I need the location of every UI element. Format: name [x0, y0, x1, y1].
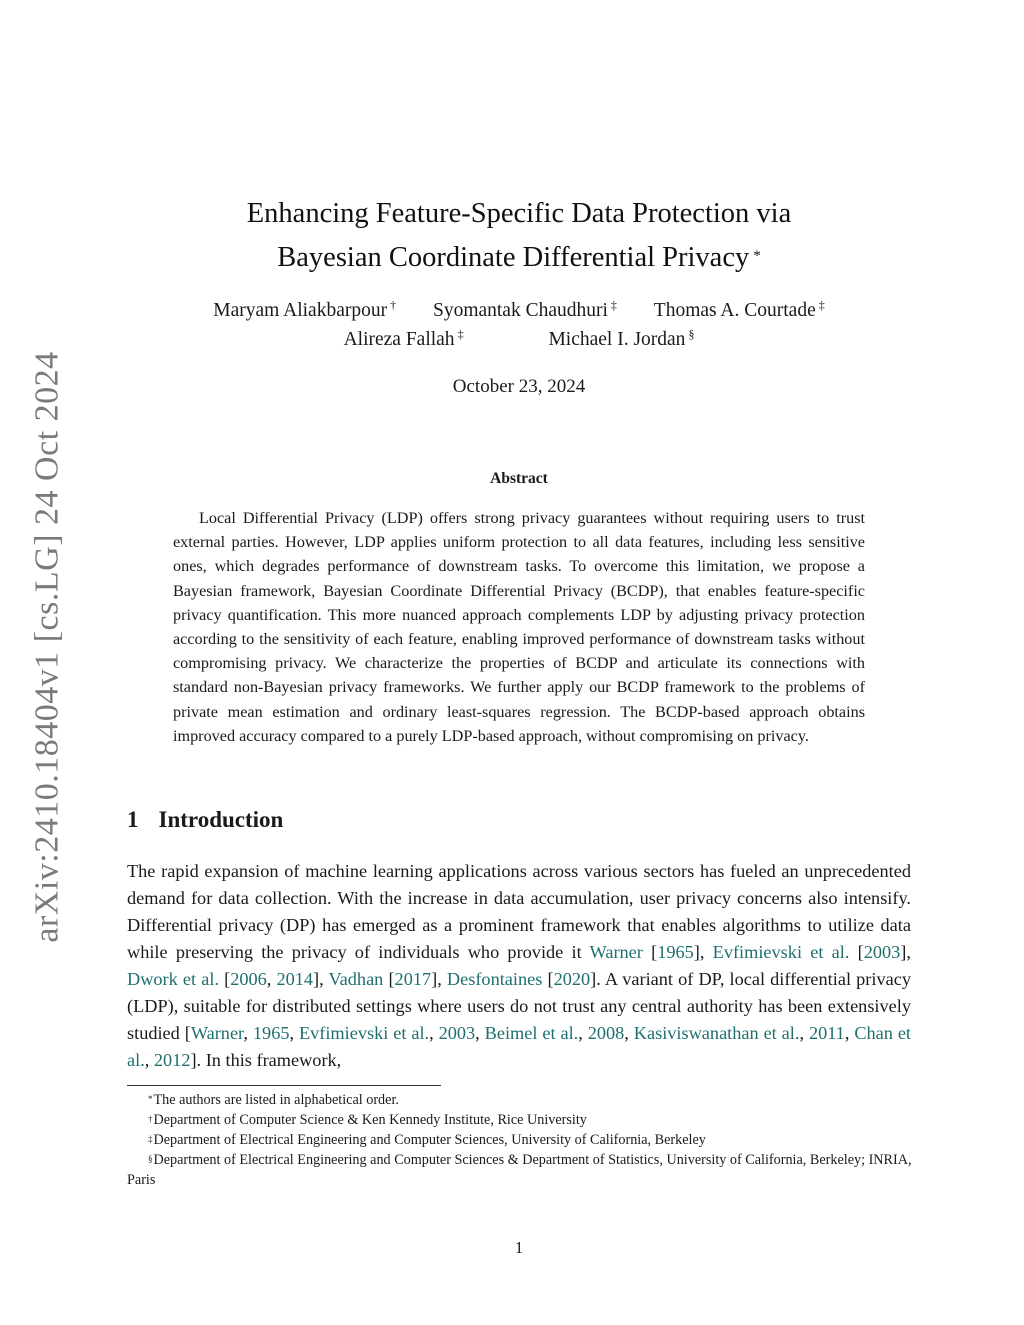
footnote-mark: †: [148, 1114, 153, 1124]
author-name: Thomas A. Courtade: [653, 300, 816, 321]
paragraph-text: ],: [313, 969, 329, 989]
footnote: [127, 1090, 913, 1110]
citation-link[interactable]: Evfimievski et al.: [712, 942, 850, 962]
author-name: Michael I. Jordan: [548, 329, 686, 350]
author-affiliation-mark[interactable]: †: [390, 298, 397, 312]
citation-link[interactable]: 1965: [252, 1023, 290, 1043]
paragraph-text: [: [849, 942, 864, 962]
introduction-paragraph: [127, 858, 911, 1074]
author-affiliation-mark[interactable]: ‡: [457, 327, 464, 341]
arxiv-stamp-text: arXiv:2410.18404v1 [cs.LG] 24 Oct 2024: [29, 351, 66, 943]
citation-link[interactable]: Warner: [190, 1023, 244, 1043]
paragraph-text: ,: [578, 1023, 588, 1043]
title-line-2-text: Bayesian Coordinate Differential Privacy: [277, 242, 750, 273]
citation-link[interactable]: 1965: [657, 942, 694, 962]
citation-link[interactable]: Kasiviswanathan et al.: [633, 1023, 800, 1043]
section-title: Introduction: [158, 807, 284, 832]
citation-link[interactable]: 2020: [553, 969, 591, 989]
paragraph-text: [: [642, 942, 658, 962]
author-name: Syomantak Chaudhuri: [432, 300, 608, 321]
paragraph-text: ,: [799, 1023, 809, 1043]
author-name: Alireza Fallah: [343, 329, 455, 350]
citation-link[interactable]: Evfimievski et al.: [298, 1023, 430, 1043]
author: [213, 300, 396, 322]
publication-date: October 23, 2024: [452, 376, 586, 397]
paragraph-text: ,: [144, 1050, 154, 1070]
author-list-row-1: [127, 300, 911, 322]
footnote-divider: [127, 1085, 441, 1086]
author-list-row-2: [127, 329, 911, 351]
footnote-text: Department of Electrical Engineering and Computer Sciences, University of California, Berkeley: [153, 1132, 706, 1148]
author-name: Maryam Aliakbarpour: [213, 300, 388, 321]
paragraph-text: ],: [900, 942, 911, 962]
abstract-heading: Abstract: [490, 470, 548, 487]
citation-link[interactable]: 2017: [394, 969, 432, 989]
paper-title: [127, 192, 911, 280]
footnote-mark: §: [148, 1154, 153, 1164]
citation-link[interactable]: 2008: [587, 1023, 625, 1043]
title-footnote-mark[interactable]: *: [753, 248, 761, 264]
footnote-mark: *: [148, 1094, 153, 1104]
arxiv-identifier-stamp: [18, 351, 78, 943]
citation-link[interactable]: Dwork et al.: [127, 969, 219, 989]
citation-link[interactable]: Chan et al.: [127, 1023, 912, 1070]
author-affiliation-mark[interactable]: ‡: [610, 298, 617, 312]
paragraph-text: ],: [431, 969, 447, 989]
paragraph-text: ,: [266, 969, 277, 989]
footnote: [127, 1150, 913, 1190]
citation-link[interactable]: Vadhan: [328, 969, 384, 989]
author: [654, 300, 825, 322]
paragraph-text: ,: [475, 1023, 485, 1043]
footnote-text: Department of Computer Science & Ken Kennedy Institute, Rice University: [153, 1112, 587, 1128]
footnote-mark: ‡: [148, 1134, 153, 1144]
paragraph-text: [: [218, 969, 231, 989]
footnotes: [127, 1090, 913, 1190]
section-heading: [127, 807, 283, 833]
paragraph-text: ],: [693, 942, 713, 962]
paragraph-text: [: [383, 969, 395, 989]
paragraph-text: ,: [243, 1023, 253, 1043]
section-number: 1: [127, 807, 139, 832]
paragraph-text: ,: [289, 1023, 299, 1043]
paragraph-text: ]. A variant of DP, local differential privacy (LDP), suitable for distributed settings where users do not trust any central authority has been extensively studied [: [127, 969, 911, 1043]
page-number: 1: [514, 1238, 524, 1257]
paragraph-text: ,: [624, 1023, 634, 1043]
paragraph-text: [: [542, 969, 554, 989]
author: [433, 300, 617, 322]
citation-link[interactable]: 2006: [230, 969, 267, 989]
citation-link[interactable]: Desfontaines: [446, 969, 543, 989]
footnote-text: The authors are listed in alphabetical order.: [153, 1092, 399, 1108]
citation-link[interactable]: 2011: [808, 1023, 845, 1043]
paragraph-text: ]. In this framework,: [190, 1050, 342, 1070]
author-affiliation-mark[interactable]: ‡: [818, 298, 825, 312]
paragraph-text: ,: [429, 1023, 439, 1043]
author: [548, 329, 694, 351]
abstract-text: Local Differential Privacy (LDP) offers strong privacy guarantees without requiring users to trust external parties. However, LDP applies uniform protection to all data features, including less sensitive ones, which degrades performance of downstream tasks. To overcome this limitation, we propose a Bayesian framework, Bayesian Coordinate Differential Privacy (BCDP), that enables feature-specific privacy quantification. This more nuanced approach complements LDP by adjusting privacy protection according to the sensitivity of each feature, enabling improved performance of downstream tasks without compromising privacy. We characterize the properties of BCDP and articulate its connections with standard non-Bayesian privacy frameworks. We further apply our BCDP framework to the problems of private mean estimation and ordinary least-squares regression. The BCDP-based approach obtains improved accuracy compared to a purely LDP-based approach, without compromising on privacy.: [173, 509, 865, 745]
citation-link[interactable]: 2003: [863, 942, 901, 962]
footnote-text: Department of Electrical Engineering and Computer Sciences & Department of Statistics, University of California, Berkeley; INRIA, Paris: [127, 1152, 912, 1188]
title-line-2: [127, 236, 911, 280]
author-affiliation-mark[interactable]: §: [688, 327, 695, 341]
citation-link[interactable]: 2014: [276, 969, 314, 989]
footnote: [127, 1130, 913, 1150]
title-line-1: Enhancing Feature-Specific Data Protection via: [246, 198, 792, 229]
footnote: [127, 1110, 913, 1130]
paragraph-text: The rapid expansion of machine learning applications across various sectors has fueled an unprecedented demand for data collection. With the increase in data accumulation, user privacy concerns also intensify. Differential privacy (DP) has emerged as a prominent framework that enables algorithms to utilize data while preserving the privacy of individuals who provide it: [127, 861, 911, 962]
citation-link[interactable]: Warner: [589, 942, 643, 962]
citation-link[interactable]: 2003: [438, 1023, 476, 1043]
citation-link[interactable]: 2012: [153, 1050, 191, 1070]
author: [344, 329, 464, 351]
paragraph-text: ,: [844, 1023, 855, 1043]
citation-link[interactable]: Beimel et al.: [484, 1023, 579, 1043]
